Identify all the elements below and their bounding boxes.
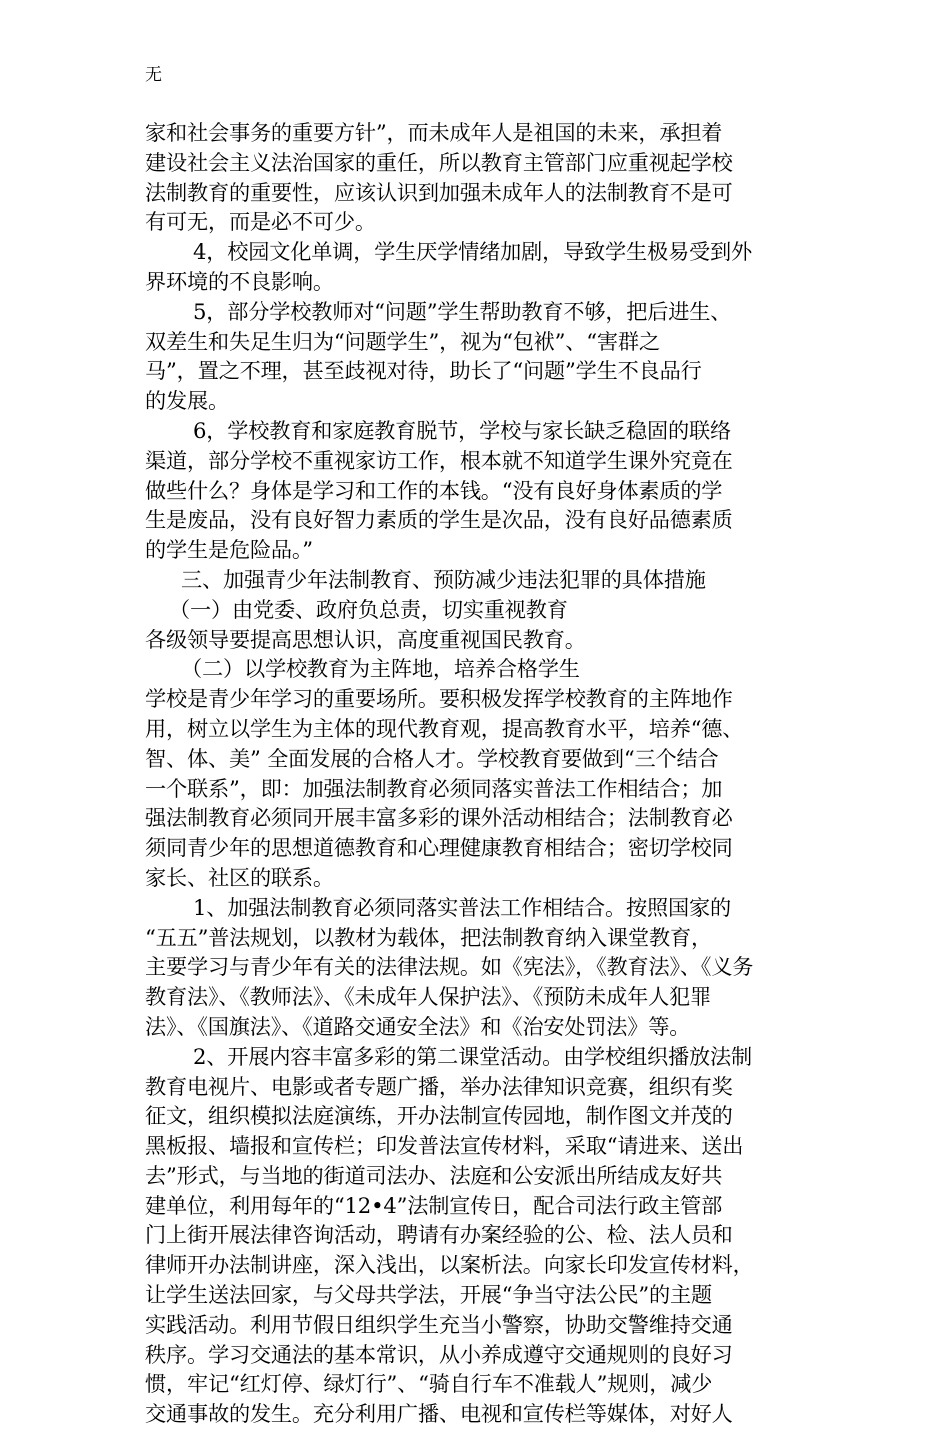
text-line: 用，树立以学生为主体的现代教育观，提高教育水平，培养“德、 xyxy=(145,715,744,741)
text-line: 交通事故的发生。充分利用广播、电视和宣传栏等媒体，对好人 xyxy=(145,1401,733,1427)
text-line: 惯，牢记“红灯停、绿灯行”、“骑自行车不准载人”规则，减少 xyxy=(145,1371,713,1397)
text-line: 6，学校教育和家庭教育脱节，学校与家长缺乏稳固的联络 xyxy=(193,417,731,443)
text-line: 做些什么？身体是学习和工作的本钱。“没有良好身体素质的学 xyxy=(145,477,723,503)
text-line: 智、体、美” 全面发展的合格人才。学校教育要做到“三个结合 xyxy=(145,745,719,771)
text-line: 有可无，而是必不可少。 xyxy=(145,209,376,235)
text-line: 2、开展内容丰富多彩的第二课堂活动。由学校组织播放法制 xyxy=(193,1043,752,1069)
text-line: 秩序。学习交通法的基本常识，从小养成遵守交通规则的良好习 xyxy=(145,1341,733,1367)
text-line: 家长、社区的联系。 xyxy=(145,864,334,890)
text-line: 建单位，利用每年的“12•4”法制宣传日，配合司法行政主管部 xyxy=(145,1192,723,1218)
text-line: 马”，置之不理，甚至歧视对待，助长了“问题”学生不良品行 xyxy=(145,358,702,384)
text-line: 1、加强法制教育必须同落实普法工作相结合。按照国家的 xyxy=(193,894,731,920)
text-line: 法制教育的重要性，应该认识到加强未成年人的法制教育不是可 xyxy=(145,179,733,205)
text-line: 法》、《国旗法》、《道路交通安全法》和《治安处罚法》等。 xyxy=(145,1013,691,1039)
text-line: 实践活动。利用节假日组织学生充当小警察，协助交警维持交通 xyxy=(145,1311,733,1337)
text-line: 各级领导要提高思想认识，高度重视国民教育。 xyxy=(145,626,586,652)
text-line: 黑板报、墙报和宣传栏；印发普法宣传材料，采取“请进来、送出 xyxy=(145,1133,744,1159)
text-line: 让学生送法回家，与父母共学法，开展“争当守法公民”的主题 xyxy=(145,1282,712,1308)
text-line: 学校是青少年学习的重要场所。要积极发挥学校教育的主阵地作 xyxy=(145,686,733,712)
text-line: 一个联系”，即：加强法制教育必须同落实普法工作相结合；加 xyxy=(145,775,723,801)
text-line: 主要学习与青少年有关的法律法规。如《宪法》，《教育法》、《义务 xyxy=(145,954,754,980)
text-line: 教育法》、《教师法》、《未成年人保护法》、《预防未成年人犯罪 xyxy=(145,984,712,1010)
text-line: 律师开办法制讲座，深入浅出，以案析法。向家长印发宣传材料， xyxy=(145,1252,754,1278)
text-line: 界环境的不良影响。 xyxy=(145,268,334,294)
text-line: 强法制教育必须同开展丰富多彩的课外活动相结合；法制教育必 xyxy=(145,805,733,831)
text-line: 的发展。 xyxy=(145,388,229,414)
text-line: 的学生是危险品。” xyxy=(145,537,313,563)
text-line: 建设社会主义法治国家的重任，所以教育主管部门应重视起学校 xyxy=(145,149,733,175)
text-line: 4，校园文化单调，学生厌学情绪加剧，导致学生极易受到外 xyxy=(193,239,752,265)
text-line: （一）由党委、政府负总责，切实重视教育 xyxy=(169,596,568,622)
document-body xyxy=(145,118,815,1429)
text-line: 去”形式，与当地的街道司法办、法庭和公安派出所结成友好共 xyxy=(145,1162,723,1188)
text-line: 生是废品，没有良好智力素质的学生是次品，没有良好品德素质 xyxy=(145,507,733,533)
text-line: “五五”普法规划，以教材为载体，把法制教育纳入课堂教育， xyxy=(145,924,712,950)
text-line: （二）以学校教育为主阵地，培养合格学生 xyxy=(181,656,580,682)
text-line: 征文，组织模拟法庭演练，开办法制宣传园地，制作图文并茂的 xyxy=(145,1103,733,1129)
text-line: 须同青少年的思想道德教育和心理健康教育相结合；密切学校同 xyxy=(145,835,733,861)
text-line: 教育电视片、电影或者专题广播，举办法律知识竞赛，组织有奖 xyxy=(145,1073,733,1099)
text-line: 双差生和失足生归为“问题学生”，视为“包袱”、“害群之 xyxy=(145,328,660,354)
text-line: 5，部分学校教师对“问题”学生帮助教育不够，把后进生、 xyxy=(193,298,732,324)
text-line: 渠道，部分学校不重视家访工作，根本就不知道学生课外究竟在 xyxy=(145,447,733,473)
text-line: 家和社会事务的重要方针”，而未成年人是祖国的未来，承担着 xyxy=(145,120,723,145)
text-line: 门上街开展法律咨询活动，聘请有办案经验的公、检、法人员和 xyxy=(145,1222,733,1248)
page-header: 无 xyxy=(145,65,162,85)
text-line: 三、加强青少年法制教育、预防减少违法犯罪的具体措施 xyxy=(181,566,706,592)
